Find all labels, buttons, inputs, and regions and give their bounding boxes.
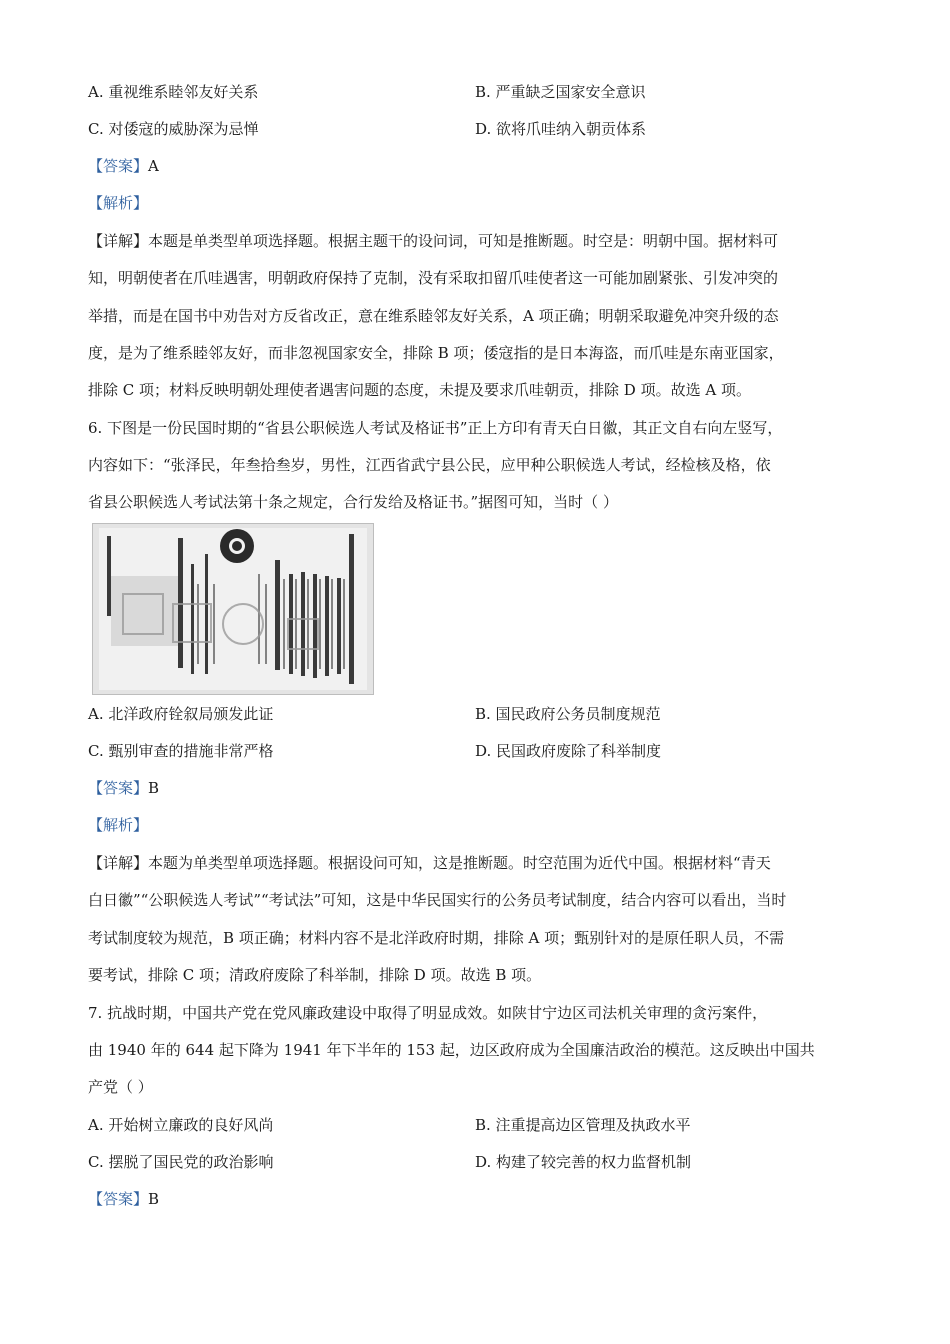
q5-detail-line: 度，是为了维系睦邻友好，而非忽视国家安全，排除 B 项；倭寇指的是日本海盗，而爪哇是东南亚国家， xyxy=(88,344,784,362)
q7-option-c: C. 摆脱了国民党的政治影响 xyxy=(88,1153,274,1171)
q5-answer xyxy=(88,155,878,177)
detail-text: 本题为单类型单项选择题。根据设问可知，这是推断题。时空范围为近代中国。根据材料“青天 xyxy=(148,854,771,872)
answer-value: A xyxy=(148,157,159,175)
q6-analysis-tag: 【解析】 xyxy=(88,816,149,834)
certificate-drawing xyxy=(93,524,373,694)
answer-tag: 【答案】 xyxy=(88,1190,149,1208)
q6-option-c: C. 甄别审查的措施非常严格 xyxy=(88,742,274,760)
detail-tag: 【详解】 xyxy=(88,232,149,250)
q6-detail-line xyxy=(88,852,878,874)
certificate-photo xyxy=(92,523,374,695)
q7-answer xyxy=(88,1188,878,1210)
q6-option-d: D. 民国政府废除了科举制度 xyxy=(475,742,662,760)
q7-option-d: D. 构建了较完善的权力监督机制 xyxy=(475,1153,692,1171)
q7-option-a: A. 开始树立廉政的良好风尚 xyxy=(88,1116,274,1134)
detail-tag: 【详解】 xyxy=(88,854,149,872)
answer-tag: 【答案】 xyxy=(88,157,149,175)
q6-stem-line: 省县公职候选人考试法第十条之规定，合行发给及格证书。”据图可知，当时（ ） xyxy=(88,493,618,511)
q7-stem-line: 产党（ ） xyxy=(88,1078,153,1096)
q5-analysis-tag: 【解析】 xyxy=(88,194,149,212)
answer-value: B xyxy=(148,1190,160,1208)
q6-option-a: A. 北洋政府铨叙局颁发此证 xyxy=(88,705,274,723)
q5-option-a: A. 重视维系睦邻友好关系 xyxy=(88,83,259,101)
q6-detail-line: 要考试，排除 C 项；清政府废除了科举制，排除 D 项。故选 B 项。 xyxy=(88,966,542,984)
q5-option-b: B. 严重缺乏国家安全意识 xyxy=(475,83,646,101)
q5-option-c: C. 对倭寇的威胁深为忌惮 xyxy=(88,120,259,138)
q5-option-d: D. 欲将爪哇纳入朝贡体系 xyxy=(475,120,647,138)
q7-stem-line: 7. 抗战时期，中国共产党在党风廉政建设中取得了明显成效。如陕甘宁边区司法机关审理的贪污案件， xyxy=(88,1004,768,1022)
answer-tag: 【答案】 xyxy=(88,779,149,797)
q6-answer xyxy=(88,777,878,799)
q5-detail-line: 知，明朝使者在爪哇遇害，明朝政府保持了克制，没有采取扣留爪哇使者这一可能加剧紧张、引发冲突的 xyxy=(88,269,779,287)
q7-option-b: B. 注重提高边区管理及执政水平 xyxy=(475,1116,691,1134)
q7-stem-line: 由 1940 年的 644 起下降为 1941 年下半年的 153 起，边区政府成为全国廉洁政治的模范。这反映出中国共 xyxy=(88,1041,815,1059)
q5-detail-line: 排除 C 项；材料反映明朝处理使者遇害问题的态度，未提及要求爪哇朝贡，排除 D 项。故选 A 项。 xyxy=(88,381,751,399)
q6-detail-line: 白日徽”“公职候选人考试”“考试法”可知，这是中华民国实行的公务员考试制度，结合内容可以看出，当时 xyxy=(88,891,787,909)
q6-detail-line: 考试制度较为规范，B 项正确；材料内容不是北洋政府时期，排除 A 项；甄别针对的是原任职人员，不需 xyxy=(88,929,785,947)
answer-value: B xyxy=(148,779,160,797)
q6-stem-line: 内容如下：“张泽民，年叁拾叁岁，男性，江西省武宁县公民，应甲种公职候选人考试，经检核及格，依 xyxy=(88,456,771,474)
detail-text: 本题是单类型单项选择题。根据主题干的设问词，可知是推断题。时空是：明朝中国。据材料可 xyxy=(148,232,779,250)
q5-detail-line xyxy=(88,230,878,252)
q6-option-b: B. 国民政府公务员制度规范 xyxy=(475,705,661,723)
q6-stem-line: 6. 下图是一份民国时期的“省县公职候选人考试及格证书”正上方印有青天白日徽，其正文自右向左竖写， xyxy=(88,419,783,437)
q5-detail-line: 举措，而是在国书中劝告对方反省改正，意在维系睦邻友好关系，A 项正确；明朝采取避免冲突升级的态 xyxy=(88,307,779,325)
